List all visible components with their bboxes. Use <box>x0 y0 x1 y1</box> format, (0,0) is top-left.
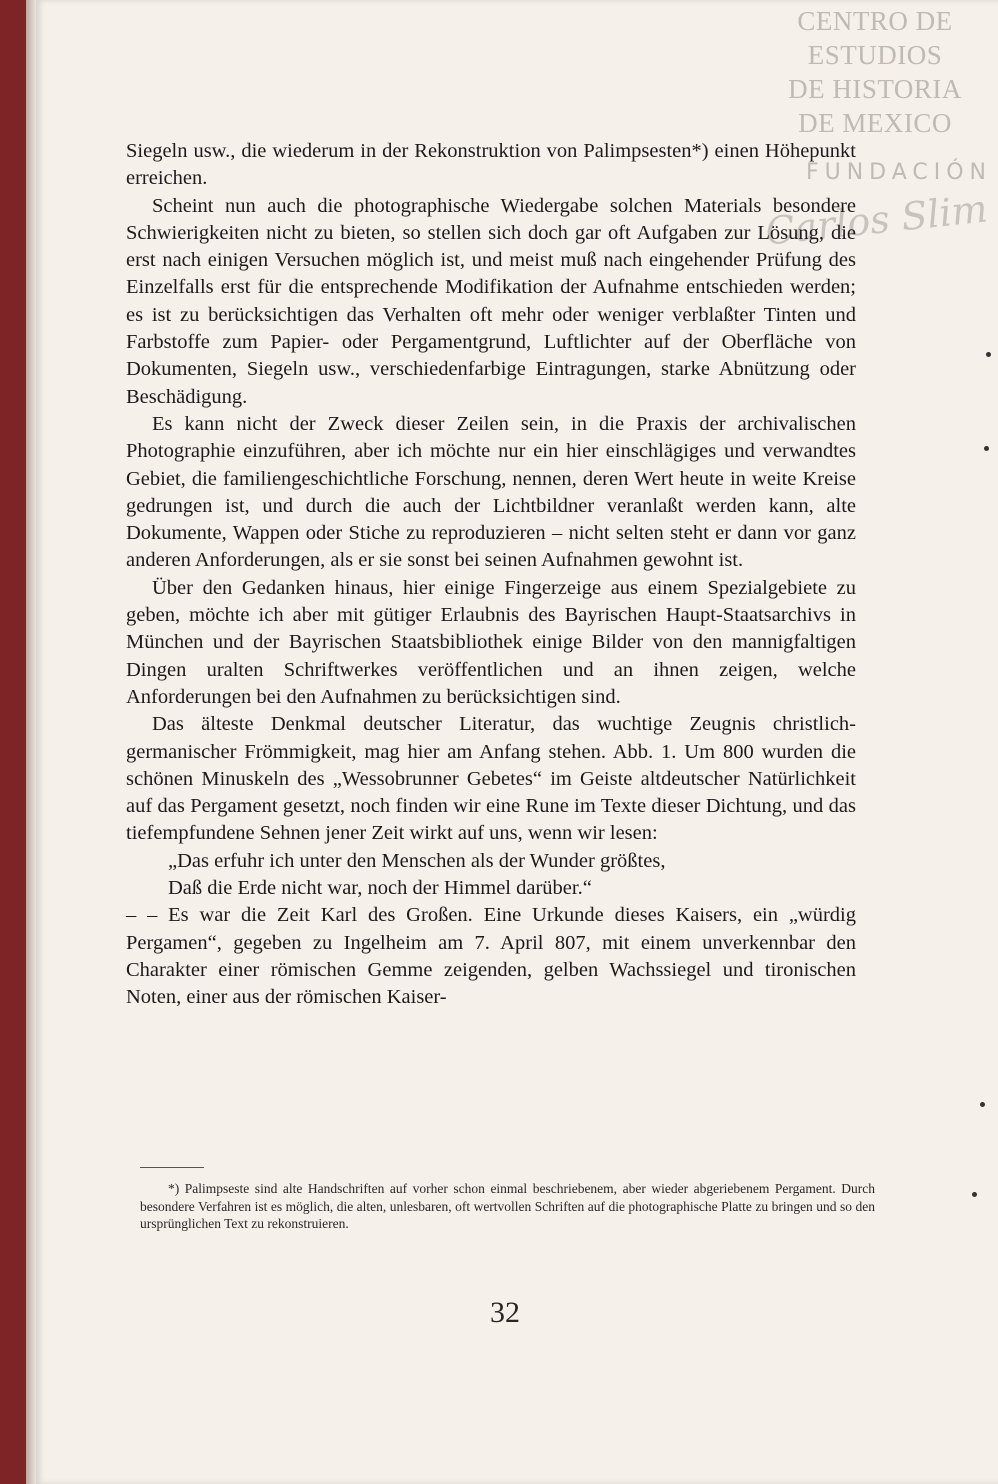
watermark-line: DE MEXICO <box>798 108 952 138</box>
verse-line: „Das erfuhr ich unter den Menschen als der Wunder größtes, <box>168 849 666 872</box>
footnote-text: *) Palimpseste sind alte Handschriften auf vorher schon einmal beschriebenem, aber wieder abgeriebenem Pergament. Durch besondere Verfahren ist es möglich, die alten, unlesbaren, oft wertvollen Schriften auf die photographische Platte zu bringen und so den ursprünglichen Text zu rekonstruieren. <box>140 1181 875 1231</box>
watermark-signature: Carlos Slim <box>763 186 990 254</box>
footnote <box>140 1180 875 1233</box>
paragraph: Es kann nicht der Zweck dieser Zeilen sein, in die Praxis der archivalischen Photographie einzuführen, aber ich möchte nur ein hier einschlägiges und verwandtes Gebiet, die familiengeschichtliche Forschung, nennen, deren Wert heute in weite Kreise gedrungen ist, und durch die auch der Lichtbildner veranlaßt werden kann, alte Dokumente, Wappen oder Stiche zu reproduzieren – nicht selten steht er dann vor ganz anderen Anforderungen, als er sie sonst bei seinen Aufnahmen gewohnt ist. <box>126 412 856 572</box>
watermark-foundation: FUNDACIÓN <box>805 160 992 185</box>
margin-mark <box>972 1192 977 1197</box>
page-number: 32 <box>490 1296 520 1329</box>
watermark-line: DE HISTORIA <box>788 74 962 104</box>
closing-paragraph: – – Es war die Zeit Karl des Großen. Eine Urkunde dieses Kaisers, ein „würdig Pergamen“, gegeben zu Ingelheim am 7. April 807, mit einem unverkennbar den Charakter einer römischen Gemme zeigenden, gelben Wachssiegel und tironischen Noten, einer aus der römischen Kaiser- <box>126 904 856 1009</box>
margin-mark <box>986 352 991 357</box>
watermark-line: ESTUDIOS <box>807 40 943 70</box>
body-text <box>126 138 856 1012</box>
margin-mark <box>984 446 989 451</box>
paragraph: Über den Gedanken hinaus, hier einige Fingerzeige aus einem Spezialgebiete zu geben, möchte ich aber mit gütiger Erlaubnis des Bayrischen Haupt-Staatsarchivs in München und der Bayrischen Staatsbibliothek einige Bilder von den mannigfaltigen Dingen uralten Schriftwerkes veröffentlichen und an ihnen zeigen, welche Anforderungen bei den Aufnahmen zu berücksichtigen sind. <box>126 576 856 708</box>
watermark <box>770 4 980 140</box>
margin-mark <box>980 1102 985 1107</box>
verse-line: Daß die Erde nicht war, noch der Himmel darüber.“ <box>168 877 592 900</box>
paragraph: Siegeln usw., die wiederum in der Rekonstruktion von Palimpsesten*) einen Höhepunkt erreichen. <box>126 140 856 190</box>
paragraph: Das älteste Denkmal deutscher Literatur, das wuchtige Zeugnis christlich-germanischer Frömmigkeit, mag hier am Anfang stehen. Abb. 1. Um 800 wurden die schönen Minuskeln des „Wessobrunner Gebetes“ im Geiste altdeutscher Natürlichkeit auf das Pergament gesetzt, noch finden wir eine Rune im Texte dieser Dichtung, und das tiefempfundene Sehnen jener Zeit wirkt auf uns, wenn wir lesen: <box>126 713 856 845</box>
footnote-divider <box>140 1167 204 1168</box>
page-gutter <box>26 0 36 1484</box>
paragraph: Scheint nun auch die photographische Wiedergabe solchen Materials besondere Schwierigkeiten nicht zu bieten, so stellen sich doch gar oft Aufgaben zur Lösung, die erst nach einigen Versuchen möglich ist, und meist muß nach eingehender Prüfung des Einzelfalls erst für die entsprechende Modifikation der Aufnahme entschieden werden; es ist zu berücksichtigen das Verhalten oft mehr oder weniger verblaßter Tinten und Farbstoffe zum Papier- oder Pergamentgrund, Luftlichter auf der Oberfläche von Dokumenten, Siegeln usw., verschiedenfarbige Eintragungen, starke Abnützung oder Beschädigung. <box>126 194 856 408</box>
watermark-line: CENTRO DE <box>797 6 953 36</box>
verse-quote <box>126 848 856 903</box>
